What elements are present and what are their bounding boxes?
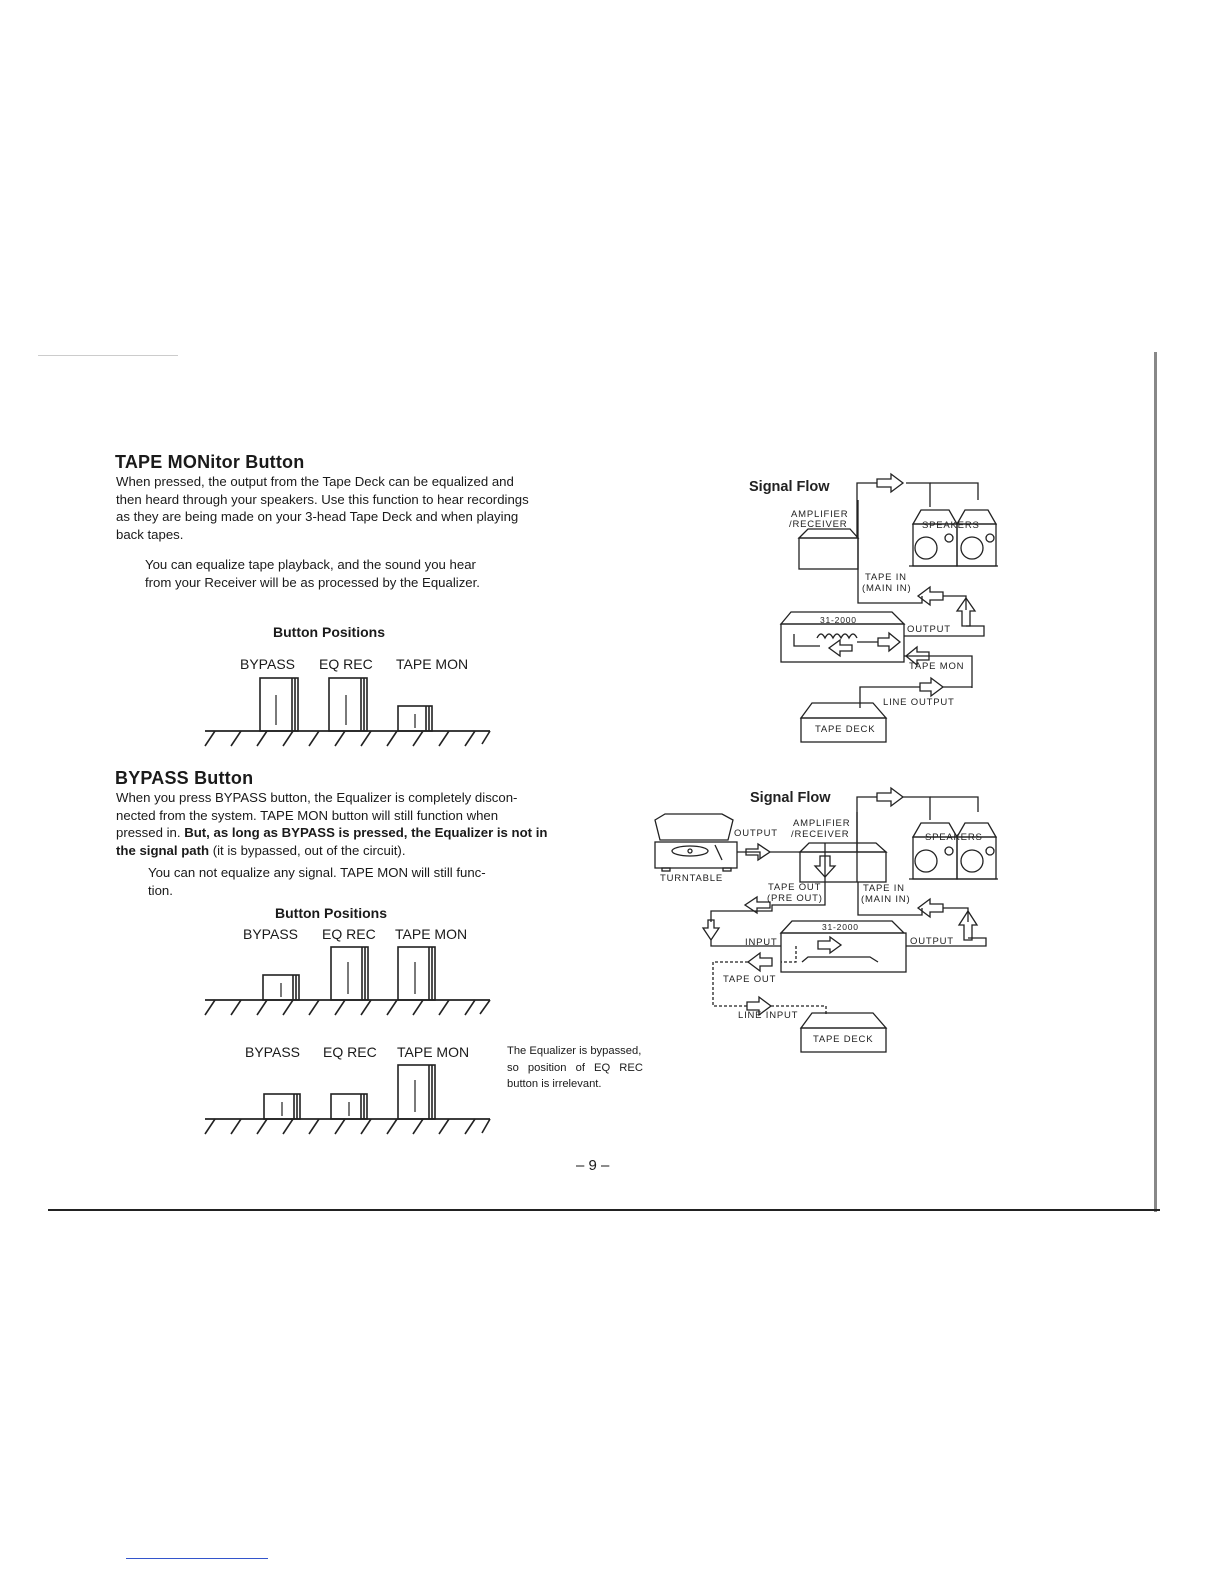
tape-out-label: (PRE OUT): [767, 893, 823, 904]
text-bold: But, as long as BYPASS is pressed, the Equalizer is not in: [184, 825, 548, 840]
note-line: button is irrelevant.: [507, 1078, 602, 1090]
tape-mon-label: TAPE MON: [909, 661, 965, 672]
text-bold: the signal path: [116, 842, 210, 858]
amplifier-label: AMPLIFIER: [791, 509, 849, 520]
input-label: INPUT: [745, 937, 778, 948]
amplifier-receiver: [800, 843, 886, 852]
button-positions-title: Button Positions: [273, 624, 385, 640]
tape-deck: [801, 1013, 886, 1028]
text-line: from your Receiver will be as processed by the Equalizer.: [145, 574, 480, 590]
tape-out-label: TAPE OUT: [723, 974, 777, 985]
tape-in-label: (MAIN IN): [862, 583, 912, 594]
unit-label: 31-2000: [822, 922, 859, 932]
tape-deck-label: TAPE DECK: [815, 724, 876, 735]
tape-in-label: TAPE IN: [865, 572, 907, 583]
button-positions-title-2: Button Positions: [275, 905, 387, 921]
line-output-label: LINE OUTPUT: [883, 697, 955, 708]
text-line: When pressed, the output from the Tape Deck can be equalized and: [116, 474, 514, 489]
label-bypass: BYPASS: [240, 656, 295, 672]
signal-flow-title: Signal Flow: [750, 790, 831, 806]
speakers-label: SPEAKERS: [925, 832, 983, 843]
text-line: You can not equalize any signal. TAPE MON will still func-: [148, 865, 486, 880]
unit-label: 31-2000: [820, 615, 857, 625]
text-line: nected from the system. TAPE MON button will still function when: [116, 807, 499, 823]
arrow-down-icon: [703, 920, 719, 940]
signal-flow-title: Signal Flow: [749, 479, 830, 495]
note-line: The Equalizer is bypassed,: [507, 1045, 642, 1057]
bottom-rule: [48, 1209, 1160, 1211]
footer-line: [126, 1558, 268, 1559]
amplifier-label: /RECEIVER: [791, 829, 850, 840]
output-label: OUTPUT: [910, 936, 954, 947]
output-label: OUTPUT: [907, 624, 951, 635]
text-normal: (it is bypassed, out of the circuit).: [209, 842, 406, 858]
page-number: – 9 –: [576, 1157, 610, 1174]
arrow-left-icon: [748, 953, 772, 971]
tape-mon-heading: TAPE MONitor Button: [115, 452, 305, 472]
arrow-right-icon: [818, 937, 841, 953]
label-tape-mon: TAPE MON: [396, 656, 469, 672]
bypass-heading: BYPASS Button: [115, 768, 254, 788]
label-bypass: BYPASS: [243, 926, 298, 942]
tape-deck-label: TAPE DECK: [813, 1034, 874, 1045]
tape-in-label: TAPE IN: [863, 883, 905, 894]
text-line: tion.: [148, 882, 173, 898]
tape-out-label: TAPE OUT: [768, 882, 822, 893]
text-line: back tapes.: [116, 526, 184, 542]
text-line: When you press BYPASS button, the Equalizer is completely discon-: [116, 790, 518, 805]
note-line: so position of EQ REC: [507, 1061, 643, 1074]
line-input-label: LINE INPUT: [738, 1010, 799, 1021]
label-eq-rec: EQ REC: [323, 1044, 377, 1060]
text-line: as they are being made on your 3-head Tape Deck and when playing: [116, 509, 519, 524]
label-bypass: BYPASS: [245, 1044, 300, 1060]
label-tape-mon: TAPE MON: [395, 926, 468, 942]
amplifier-label: AMPLIFIER: [793, 818, 851, 829]
text-line: then heard through your speakers. Use this function to hear recordings: [116, 491, 529, 507]
output-tt-label: OUTPUT: [734, 828, 778, 839]
label-eq-rec: EQ REC: [319, 656, 373, 672]
amplifier-label: /RECEIVER: [789, 519, 848, 530]
tape-in-label: (MAIN IN): [861, 894, 911, 905]
label-tape-mon: TAPE MON: [397, 1044, 470, 1060]
text-normal: pressed in.: [116, 825, 185, 840]
arrow-right-icon: [877, 788, 903, 806]
text-line: You can equalize tape playback, and the sound you hear: [145, 557, 476, 572]
turntable-label: TURNTABLE: [660, 873, 723, 884]
speakers-label: SPEAKERS: [922, 520, 980, 531]
label-eq-rec: EQ REC: [322, 926, 376, 942]
turntable: [655, 814, 737, 871]
